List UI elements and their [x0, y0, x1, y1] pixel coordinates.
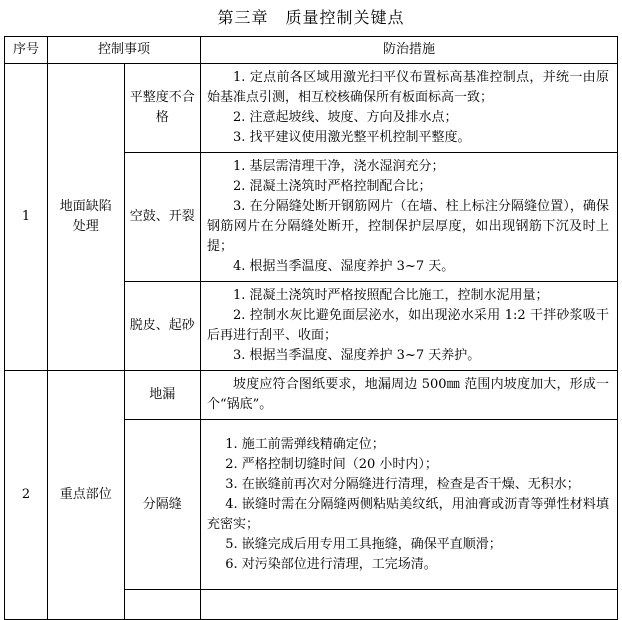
- measure-line: 1. 基层需清理干净，浇水湿润充分；: [233, 159, 445, 174]
- quality-control-table: [4, 36, 618, 620]
- header-no: 序号: [5, 37, 48, 64]
- measure-line: 1. 定点前各区域用激光扫平仪布置标高基准控制点，并统一由原始基准点引测，相互校核确保所有板面标高一致；: [207, 70, 609, 105]
- measure-line: 3. 找平建议使用激光整平机控制平整度。: [233, 130, 471, 145]
- measure-line: 3. 根据当季温度、湿度养护 3~7 天养护。: [233, 348, 481, 363]
- item-name: 平整度不合格: [124, 64, 201, 153]
- item-name: 脱皮、起砂: [124, 282, 201, 371]
- measure-line: 5. 嵌缝完成后用专用工具拖缝，确保平直顺滑；: [225, 536, 502, 552]
- measure-line: 1. 混凝土浇筑时严格按照配合比施工，控制水泥用量；: [233, 288, 549, 303]
- row-number: 2: [5, 371, 48, 620]
- measure-line: 6. 对污染部位进行清理，工完场清。: [225, 556, 437, 572]
- measures-cell: [201, 371, 618, 420]
- measure-line: 2. 控制水灰比避免面层泌水，如出现泌水采用 1:2 干拌砂浆吸干后再进行刮平、收面；: [207, 308, 609, 343]
- page-title: 第三章 质量控制关键点: [217, 8, 405, 27]
- empty-cell: [124, 590, 201, 620]
- measure-line: 3. 在分隔缝处断开钢筋网片（在墙、柱上标注分隔缝位置），确保钢筋网片在分隔缝处断开，控制保护层厚度，如出现钢筋下沉及时上提；: [207, 199, 609, 254]
- measure-line: 4. 嵌缝时需在分隔缝两侧粘贴美纹纸，用油膏或沥青等弹性材料填充密实；: [207, 496, 609, 532]
- measure-line: 1. 施工前需弹线精确定位；: [225, 436, 385, 452]
- measure-line: 4. 根据当季温度、湿度养护 3~7 天。: [233, 259, 455, 274]
- empty-cell: [201, 590, 618, 620]
- item-name: 地漏: [124, 371, 201, 420]
- table-header-row: [5, 37, 618, 64]
- measure-line: 2. 混凝土浇筑时严格控制配合比；: [233, 179, 432, 194]
- row-number: 1: [5, 64, 48, 371]
- measures-cell: [201, 282, 618, 371]
- category-cell: 重点部位: [48, 371, 125, 620]
- item-name: 分隔缝: [124, 420, 201, 590]
- header-measures: 防治措施: [201, 37, 618, 64]
- category-cell: 地面缺陷处理: [48, 64, 125, 371]
- header-item: 控制事项: [48, 37, 201, 64]
- measure-line: 2. 严格控制切缝时间（20 小时内）；: [225, 456, 438, 472]
- table-row: [5, 371, 618, 420]
- measure-line: 2. 注意起坡线、坡度、方向及排水点；: [233, 110, 458, 125]
- table-row: [5, 64, 618, 153]
- measures-cell: [201, 420, 618, 590]
- measures-cell: [201, 64, 618, 153]
- item-name: 空鼓、开裂: [124, 153, 201, 282]
- measure-line: 坡度应符合图纸要求，地漏周边 500㎜ 范围内坡度加大，形成一个“锅底”。: [207, 377, 609, 412]
- measures-cell: [201, 153, 618, 282]
- measure-line: 3. 在嵌缝前再次对分隔缝进行清理，检查是否干燥、无积水；: [225, 476, 580, 492]
